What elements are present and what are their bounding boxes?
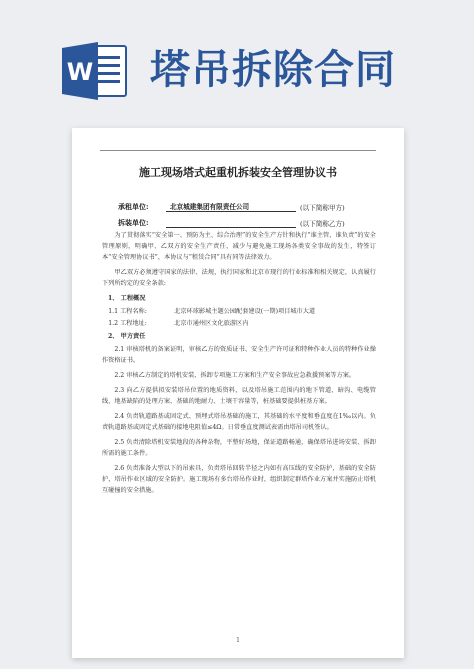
clause-paragraph: 2.5 负责清除塔机安装地段的各种杂物，平整好场地，保证道路畅通，确保塔吊进场安装、拆卸所需的施工条件。 — [102, 439, 376, 457]
word-logo-letter: W — [66, 58, 94, 86]
page-number: 1 — [236, 637, 240, 644]
lessor-value: 北京城建集团有限责任公司 — [166, 201, 296, 212]
clause-paragraph: 2.1 审核塔机的备案证明，审核乙方的资质证书、安全生产许可证和特种作业人员的特种作业操作资格证书。 — [102, 346, 376, 364]
item-key: 1.1 工程名称: — [108, 308, 147, 315]
installer-row — [118, 214, 345, 228]
document-title: 施工现场塔式起重机拆装安全管理协议书 — [139, 166, 337, 179]
lessor-note: (以下简称甲方) — [300, 204, 345, 212]
lessor-label: 承租单位: — [118, 202, 149, 211]
clause-paragraph: 2.6 负责准备大型以下的吊索具，负责塔吊回转半径之内如有高压线的安全防护，基础的安全防护，塔吊作业区域的安全防护。施工现场有多台塔吊作业时，组织制定群塔作业方案并实施防止塔机互碰撞的安全措施。 — [102, 465, 376, 494]
clause-paragraph: 2.2 审核乙方制定的塔机安装、拆卸专项施工方案和生产安全事故应急救援预案等方案。 — [114, 372, 356, 379]
lessor-row — [118, 198, 345, 212]
header-rule — [100, 150, 376, 151]
intro-paragraph: 甲乙双方必须遵守国家的法律、法规，执行国家和北京市现行的行业标准和相关规定，认真履行下列所约定的安全条款: — [102, 269, 376, 287]
section-heading: 2、 甲方责任 — [108, 333, 146, 340]
document-page — [72, 128, 404, 658]
item-value: 北京环球影城主题公园配套建设(一期)项目城市大道 — [174, 308, 316, 315]
section-heading: 1、 工程概况 — [108, 295, 146, 302]
installer-value — [166, 227, 296, 228]
clause-paragraph: 2.3 向乙方提供拟安装塔吊位置的地质资料，以及塔吊施工范围内的地下管道、暗沟、电缆管线、地基缺陷的处理方案、基础的地耐力、土壤干容量等，桩基础要提供桩基方案。 — [102, 387, 376, 405]
clause-paragraph: 2.4 负责轨道路基或固定式、预埋式塔吊基础的施工，其基础的水平度和垂直度在1‰以内。负责轨道路基或固定式基础的接地电阻值≤4Ω。日常垂直度测试表需由塔吊司机签认。 — [102, 413, 376, 431]
document-body — [102, 230, 376, 500]
installer-note: (以下简称乙方) — [300, 220, 345, 228]
project-item — [102, 306, 376, 317]
word-icon — [62, 40, 128, 102]
installer-label: 拆装单位: — [118, 218, 149, 227]
item-key: 1.2 工程地址: — [108, 320, 147, 327]
item-value: 北京市通州区文化旅游区内 — [174, 320, 249, 327]
project-item — [102, 318, 376, 329]
intro-paragraph: 为了贯彻落实“安全第一、预防为主、综合治理”的安全生产方针和执行“谁主管、谁负责”的安全管理原则，明确甲、乙双方的安全生产责任，减少与避免施工现场各类安全事故的发生，特签订本“安全管理协议书”，本协议与“租赁合同”具有同等法律效力。 — [102, 232, 376, 261]
banner-title: 塔吊拆除合同 — [150, 47, 396, 93]
